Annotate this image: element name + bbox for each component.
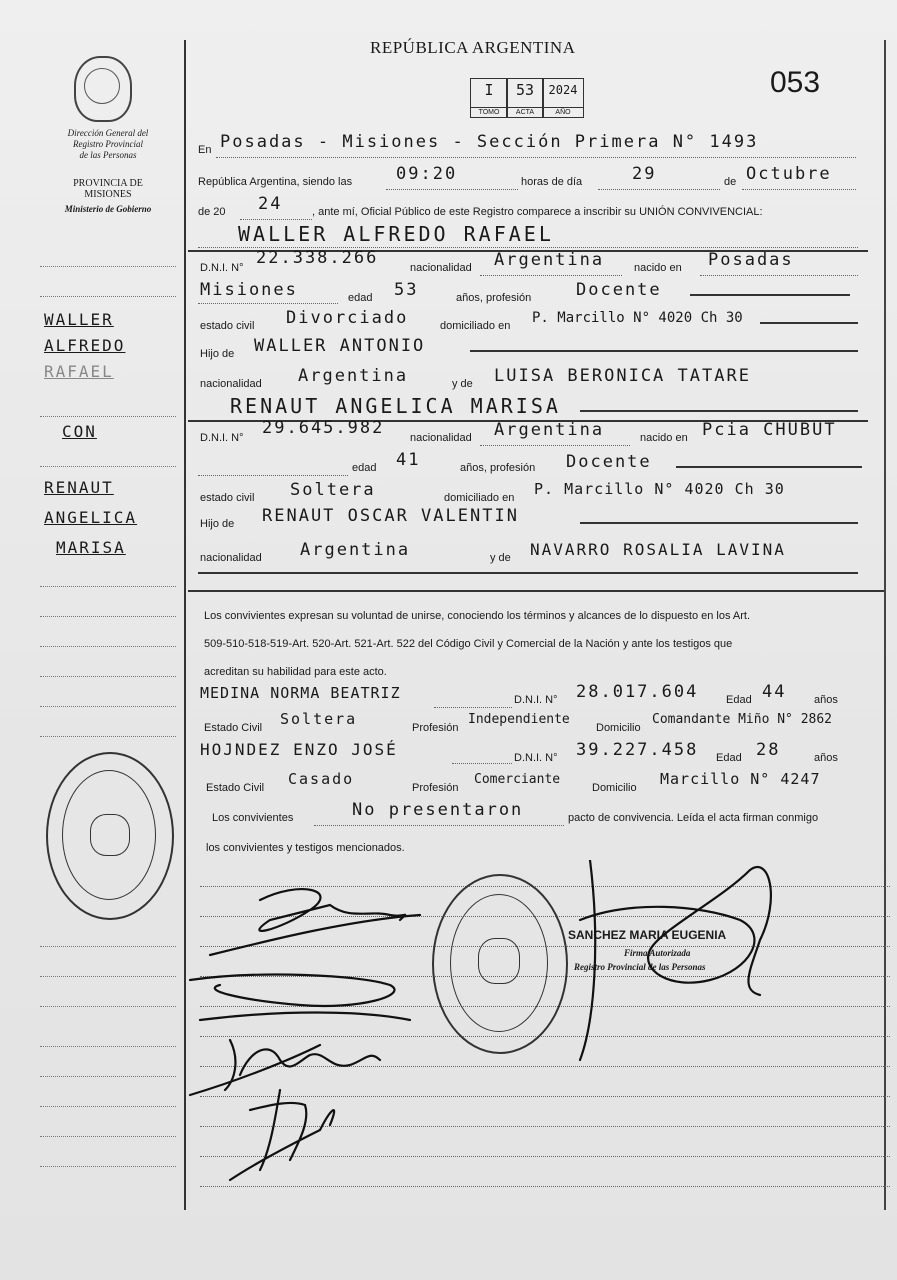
p2-madre: NAVARRO ROSALIA LAVINA <box>530 540 786 559</box>
w2-domicilio: Marcillo N° 4247 <box>660 770 821 788</box>
w1-dni: 28.017.604 <box>576 682 699 702</box>
margin-con: CON <box>62 422 97 441</box>
day-value: 29 <box>632 164 657 184</box>
sidebar-dotline <box>40 976 176 977</box>
dotted-line <box>480 275 622 276</box>
dotted-line <box>434 707 512 708</box>
sidebar-dotline <box>40 646 176 647</box>
closing-label: Los convivientes <box>212 812 294 824</box>
sidebar-misiones: MISIONES <box>84 189 132 200</box>
p1-dom-label: domiciliado en <box>440 320 511 332</box>
dotted-line <box>598 189 720 190</box>
dotted-line <box>198 303 338 304</box>
p1-hijo-label: Hijo de <box>200 348 235 360</box>
tomo-label: TOMO <box>471 107 507 117</box>
sidebar-registro: Registro Provincial <box>72 139 144 149</box>
p2-nac-label: nacionalidad <box>410 432 472 444</box>
margin-name-angelica: ANGELICA <box>44 508 138 527</box>
p2-nacido: Pcia CHUBUT <box>702 420 837 440</box>
fill-rule <box>580 410 858 412</box>
dotted-line <box>314 825 564 826</box>
fill-rule <box>580 522 858 524</box>
anio-box <box>542 78 584 118</box>
p2-nacionalidad: Argentina <box>494 420 605 440</box>
w2-prof-label: Profesión <box>412 782 459 794</box>
declaration-line3: acreditan su habilidad para este acto. <box>204 666 387 678</box>
w1-anos-label: años <box>814 694 838 706</box>
sidebar-direccion: Dirección General del <box>67 128 149 138</box>
closing-pacto: pacto de convivencia. Leída el acta firman conmigo <box>568 812 819 824</box>
w2-civil: Casado <box>288 770 355 788</box>
fill-rule <box>760 322 858 324</box>
sidebar-dotline <box>40 1046 176 1047</box>
signature-4 <box>230 1090 334 1180</box>
p1-nacionalidad: Argentina <box>494 250 605 270</box>
w1-civil-label: Estado Civil <box>204 722 263 734</box>
fill-rule <box>470 350 858 352</box>
p2-civil-label: estado civil <box>200 492 255 504</box>
w2-dni-label: D.N.I. N° <box>514 752 558 764</box>
fill-rule <box>676 466 862 468</box>
signature-2 <box>190 975 410 1020</box>
sidebar-dotline <box>40 1136 176 1137</box>
acta-label: ACTA <box>507 107 543 117</box>
p1-nacido2: Misiones <box>200 280 298 300</box>
p1-padre: WALLER ANTONIO <box>254 336 426 356</box>
month-value: Octubre <box>746 164 832 184</box>
w1-civil: Soltera <box>280 710 358 728</box>
closing-presentaron: No presentaron <box>352 800 524 820</box>
closing-line2: los convivientes y testigos mencionados. <box>206 842 405 854</box>
declaration-line1: Los convivientes expresan su voluntad de unirse, conociendo los términos y alcances de lo dispuesto en los Art. <box>204 610 751 622</box>
p2-dni-label: D.N.I. N° <box>200 432 244 444</box>
p1-dni-label: D.N.I. N° <box>200 262 244 274</box>
anio-label: AÑO <box>543 107 583 117</box>
p1-nac2-label: nacionalidad <box>200 378 262 390</box>
w1-prof-label: Profesión <box>412 722 459 734</box>
declaration <box>204 602 884 686</box>
tomo-box <box>470 78 508 118</box>
sidebar-dotline <box>40 1076 176 1077</box>
w2-name: HOJNDEZ ENZO JOSÉ <box>200 740 398 759</box>
sidebar-ministerio: Ministerio de Gobierno <box>64 204 152 214</box>
margin-name-waller: WALLER <box>44 310 114 329</box>
p1-yde-label: y de <box>452 378 473 390</box>
w2-civil-label: Estado Civil <box>206 782 265 794</box>
w1-dom-label: Domicilio <box>596 722 641 734</box>
tomo-value: I <box>484 81 494 99</box>
time-value: 09:20 <box>396 164 458 184</box>
p2-edad: 41 <box>396 450 421 470</box>
acta-value: 53 <box>515 81 535 99</box>
sidebar-dotline <box>40 296 176 297</box>
p1-profesion: Docente <box>576 280 662 300</box>
w2-edad: 28 <box>756 740 781 760</box>
p1-nacido: Posadas <box>708 250 794 270</box>
signature-officer <box>580 860 771 1060</box>
dotted-line <box>240 219 312 220</box>
sidebar-dotline <box>40 736 176 737</box>
p1-nac2: Argentina <box>298 366 409 386</box>
margin-name-rafael: RAFAEL <box>44 362 114 381</box>
section-rule <box>188 590 884 592</box>
p1-nac-label: nacionalidad <box>410 262 472 274</box>
p1-prof-label: años, profesión <box>456 292 532 304</box>
p1-civil-label: estado civil <box>200 320 255 332</box>
anio-value: 2024 <box>548 83 578 97</box>
officer-role: Firma Autorizada <box>624 948 691 958</box>
de20-label: de 20 <box>198 206 226 218</box>
p1-dni: 22.338.266 <box>256 248 379 268</box>
w2-anos-label: años <box>814 752 838 764</box>
sidebar-personas: de las Personas <box>79 150 137 160</box>
p2-padre: RENAUT OSCAR VALENTIN <box>262 506 519 526</box>
p1-edad-label: edad <box>348 292 373 304</box>
officer-name: SANCHEZ MARIA EUGENIA <box>568 928 727 942</box>
p1-madre: LUISA BERONICA TATARE <box>494 366 751 386</box>
p2-nac2-label: nacionalidad <box>200 552 262 564</box>
sidebar-provincia: PROVINCIA DE <box>73 178 143 189</box>
margin-name-marisa: MARISA <box>56 538 126 557</box>
margin-name-renaut: RENAUT <box>44 478 114 497</box>
year-value: 24 <box>258 194 283 214</box>
p2-dni: 29.645.982 <box>262 418 385 438</box>
horas-label: horas de día <box>521 176 583 188</box>
p1-civil: Divorciado <box>286 308 409 328</box>
w1-domicilio: Comandante Miño N° 2862 <box>652 712 833 727</box>
person2-name: RENAUT ANGELICA MARISA <box>230 394 561 418</box>
w2-dni: 39.227.458 <box>576 740 699 760</box>
sidebar-dotline <box>40 1106 176 1107</box>
p2-civil: Soltera <box>290 480 376 500</box>
w1-name: MEDINA NORMA BEATRIZ <box>200 684 401 702</box>
sidebar-dotline <box>40 706 176 707</box>
dotted-line <box>742 189 856 190</box>
p2-hijo-label: Hijo de <box>200 518 235 530</box>
dotted-line <box>480 445 630 446</box>
en-label: En <box>198 144 212 156</box>
person1-name: WALLER ALFREDO RAFAEL <box>238 222 554 246</box>
sidebar-dotline <box>40 466 176 467</box>
p1-nacido-label: nacido en <box>634 262 682 274</box>
de-label: de <box>724 176 737 188</box>
p2-yde-label: y de <box>490 552 511 564</box>
dotted-line <box>386 189 518 190</box>
p2-edad-label: edad <box>352 462 377 474</box>
en-value: Posadas - Misiones - Sección Primera N° 1493 <box>220 132 759 152</box>
signature-1 <box>210 889 420 955</box>
sidebar-dotline <box>40 586 176 587</box>
p1-edad: 53 <box>394 280 419 300</box>
w1-dni-label: D.N.I. N° <box>514 694 558 706</box>
dotted-line <box>198 475 348 476</box>
sidebar-dotline <box>40 416 176 417</box>
fill-rule <box>690 294 850 296</box>
dotted-line <box>700 275 858 276</box>
delegation-seal-left <box>46 752 174 920</box>
p2-nac2: Argentina <box>300 540 411 560</box>
w1-profesion: Independiente <box>468 712 570 727</box>
signature-3 <box>190 1040 380 1095</box>
p2-domicilio: P. Marcillo N° 4020 Ch 30 <box>534 480 785 498</box>
p2-nacido-label: nacido en <box>640 432 688 444</box>
p1-domicilio: P. Marcillo N° 4020 Ch 30 <box>532 310 743 326</box>
sidebar-dotline <box>40 946 176 947</box>
coat-of-arms-icon <box>74 56 132 122</box>
right-edge-line <box>884 40 886 1210</box>
sidebar-dotline <box>40 676 176 677</box>
w2-edad-label: Edad <box>716 752 742 764</box>
p2-profesion: Docente <box>566 452 652 472</box>
sidebar-dotline <box>40 1166 176 1167</box>
officer-registro: Registro Provincial de las Personas <box>574 962 706 972</box>
acta-box <box>506 78 544 118</box>
w2-profesion: Comerciante <box>474 772 561 787</box>
w2-dom-label: Domicilio <box>592 782 637 794</box>
dotted-line <box>452 763 512 764</box>
page-title: REPÚBLICA ARGENTINA <box>370 38 576 57</box>
w1-edad-label: Edad <box>726 694 752 706</box>
margin-name-alfredo: ALFREDO <box>44 336 126 355</box>
sidebar-dotline <box>40 266 176 267</box>
sidebar-dotline <box>40 616 176 617</box>
ante-label: , ante mí, Oficial Público de este Registro comparece a inscribir su UNIÓN CONVIVENCIAL: <box>312 206 763 218</box>
p2-prof-label: años, profesión <box>460 462 536 474</box>
signatures <box>180 860 880 1200</box>
declaration-line2: 509-510-518-519-Art. 520-Art. 521-Art. 522 del Código Civil y Comercial de la Nación y ante los testigos que <box>204 638 733 650</box>
rep-label: República Argentina, siendo las <box>198 176 353 188</box>
fill-rule <box>198 572 858 574</box>
acta-number: 053 <box>770 66 821 99</box>
p2-dom-label: domiciliado en <box>444 492 515 504</box>
w1-edad: 44 <box>762 682 787 702</box>
dotted-line <box>216 157 856 158</box>
sidebar-dotline <box>40 1006 176 1007</box>
